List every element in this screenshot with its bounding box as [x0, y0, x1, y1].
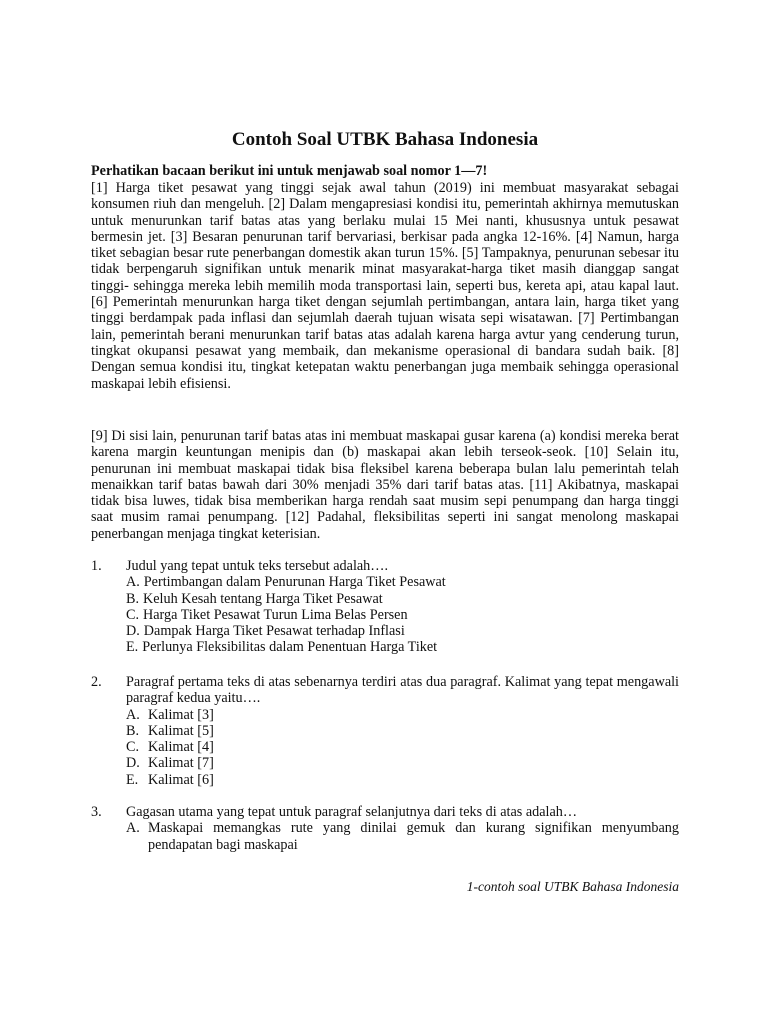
question-number: 3. [91, 804, 102, 820]
answer-options [126, 820, 679, 853]
answer-option-c [126, 607, 679, 623]
option-text: Keluh Kesah tentang Harga Tiket Pesawat [143, 590, 383, 607]
option-letter: C. [126, 606, 140, 623]
option-letter: A. [126, 574, 140, 591]
option-text: Harga Tiket Pesawat Turun Lima Belas Persen [143, 606, 408, 623]
option-letter: A. [126, 820, 140, 837]
answer-option-b [126, 591, 679, 607]
answer-option-a [126, 574, 679, 590]
page-footer: 1-contoh soal UTBK Bahasa Indonesia [466, 879, 679, 894]
answer-option-e [126, 772, 679, 788]
option-text: Dampak Harga Tiket Pesawat terhadap Inflasi [143, 623, 405, 640]
option-letter: E. [126, 639, 139, 656]
answer-option-a [126, 820, 679, 853]
answer-options [126, 707, 679, 788]
answer-options [126, 574, 679, 655]
option-letter: B. [126, 722, 140, 739]
option-text: Kalimat [6] [148, 771, 214, 788]
question-number: 2. [91, 674, 102, 690]
option-letter: A. [126, 706, 140, 723]
page-title: Contoh Soal UTBK Bahasa Indonesia [231, 129, 539, 150]
passage-paragraph-2: [9] Di sisi lain, penurunan tarif batas atas ini membuat maskapai gusar karena (a) kondisi mereka berat karena margin keuntungan menipis dan (b) maskapai akan lebih terseok-seok. [10] Selain itu, penurunan ini membuat maskapai tidak bisa fleksibel karena beberapa bulan lalu pemerintah telah menaikkan tarif batas bawah dari 30% menjadi 35% dari tarif batas atas. [11] Akibatnya, maskapai tidak bisa luwes, tidak bisa memberikan harga rendah saat musim sepi penumpang dan harga tinggi saat musim ramai penumpang. [12] Padahal, fleksibilitas seperti ini sangat menolong maskapai penerbangan menjaga tingkat keterisian. [91, 428, 679, 542]
reading-instruction: Perhatikan bacaan berikut ini untuk menjawab soal nomor 1—7! [91, 163, 488, 179]
answer-option-d [126, 623, 679, 639]
option-text: Pertimbangan dalam Penurunan Harga Tiket Pesawat [143, 574, 446, 591]
question-2 [91, 674, 679, 788]
option-text: Maskapai memangkas rute yang dinilai gemuk dan kurang signifikan menyumbang pendapatan bagi maskapai [148, 820, 679, 853]
option-text: Kalimat [3] [148, 706, 214, 723]
option-letter: D. [126, 755, 140, 772]
answer-option-c [126, 739, 679, 755]
question-3 [91, 804, 679, 853]
answer-option-e [126, 639, 679, 655]
question-number: 1. [91, 558, 102, 574]
option-letter: E. [126, 771, 139, 788]
question-text: Judul yang tepat untuk teks tersebut adalah…. [126, 558, 389, 574]
option-letter: B. [126, 590, 140, 607]
answer-option-a [126, 707, 679, 723]
question-text: Gagasan utama yang tepat untuk paragraf selanjutnya dari teks di atas adalah… [126, 804, 578, 820]
option-letter: D. [126, 623, 140, 640]
question-1 [91, 558, 679, 656]
answer-option-d [126, 755, 679, 771]
option-text: Kalimat [4] [148, 739, 214, 756]
answer-option-b [126, 723, 679, 739]
option-letter: C. [126, 739, 140, 756]
option-text: Kalimat [5] [148, 722, 214, 739]
passage-paragraph-1: [1] Harga tiket pesawat yang tinggi sejak awal tahun (2019) ini membuat masyarakat sebagai konsumen riuh dan mengeluh. [2] Dalam mengapresiasi kondisi itu, pemerintah akhirnya memutuskan untuk menurunkan tarif batas atas yang berlaku mulai 15 Mei nanti, khususnya untuk pesawat bermesin jet. [3] Besaran penurunan tarif bervariasi, berkisar pada angka 12-16%. [4] Namun, harga tiket sebagian besar rute penerbangan domestik akan turun 15%. [5] Tampaknya, penurunan sebesar itu tidak berpengaruh signifikan untuk menarik minat masyarakat-harga tiket masih dianggap sangat tinggi- sehingga mereka lebih memilih moda transportasi lain, seperti bus, kereta api, atau kapal laut. [6] Pemerintah menurunkan harga tiket dengan sejumlah pertimbangan, antara lain, harga tiket yang tinggi berdampak pada inflasi dan sejumlah daerah tujuan wisata sepi wisatawan. [7] Pertimbangan lain, pemerintah berani menurunkan tarif batas atas adalah karena harga avtur yang cenderung turun, tingkat okupansi pesawat yang membaik, dan mekanisme operasional di bandara sudah baik. [8] Dengan semua kondisi itu, tingkat ketepatan waktu penerbangan juga membaik sehingga operasional maskapai lebih efisiensi. [91, 180, 679, 392]
option-text: Kalimat [7] [148, 755, 214, 772]
option-text: Perlunya Fleksibilitas dalam Penentuan Harga Tiket [142, 639, 438, 656]
question-text: Paragraf pertama teks di atas sebenarnya terdiri atas dua paragraf. Kalimat yang tepat mengawali paragraf kedua yaitu…. [126, 674, 679, 707]
